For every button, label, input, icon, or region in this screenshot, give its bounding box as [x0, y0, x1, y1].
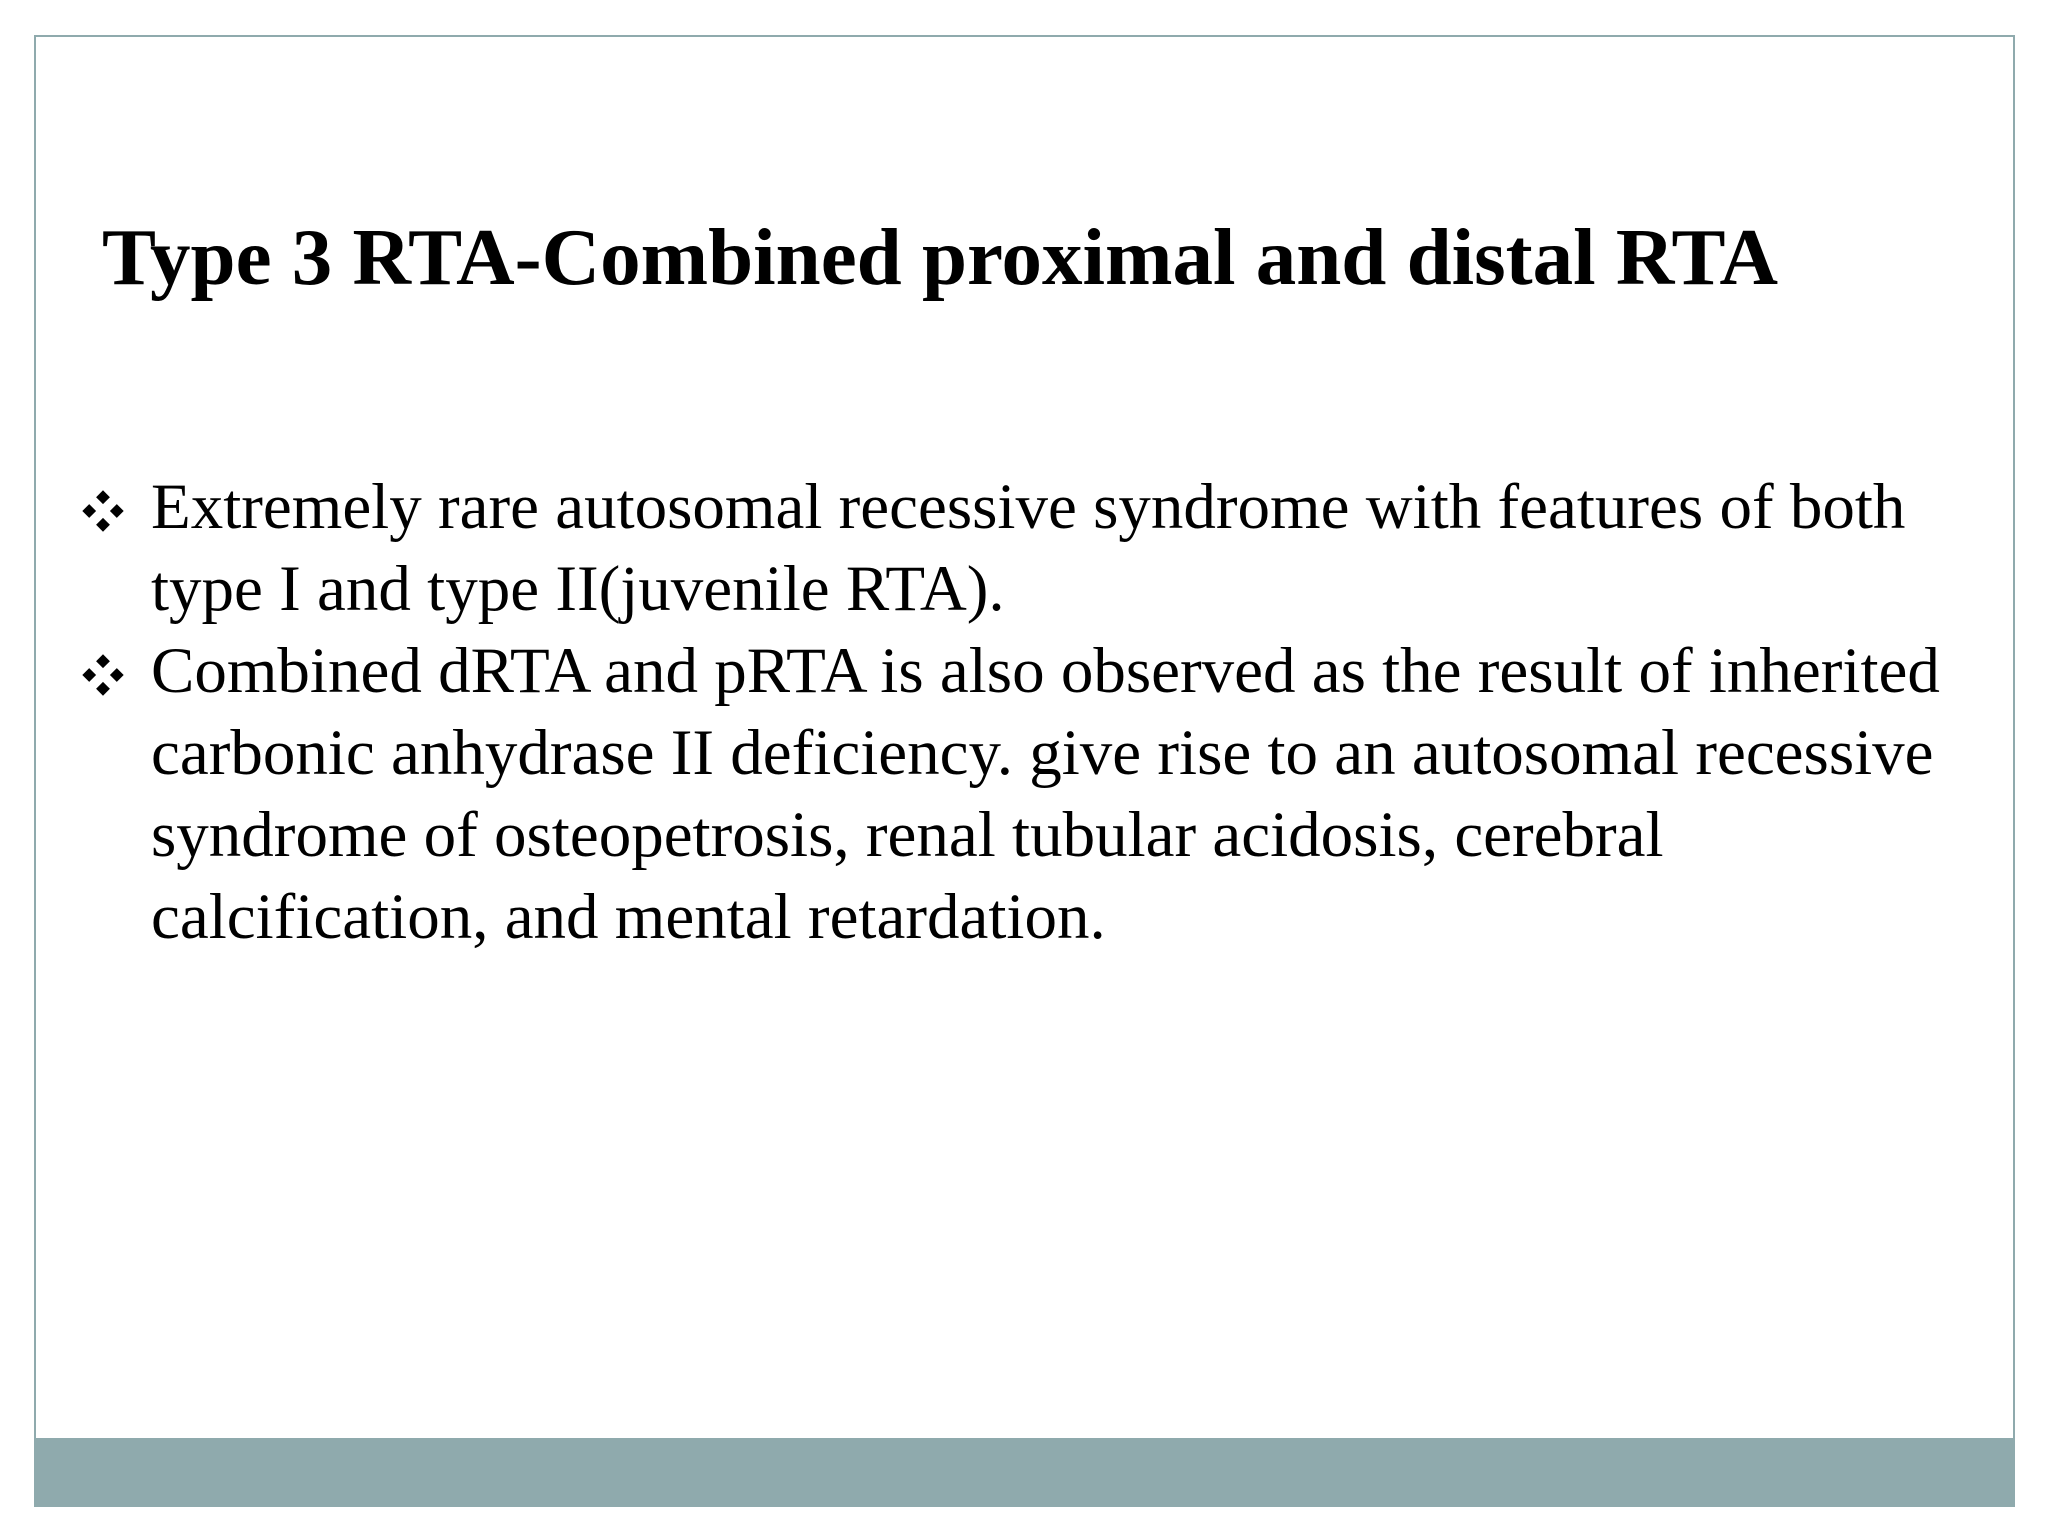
- footer-bar: [34, 1438, 2015, 1507]
- bullet-item: [80, 630, 1980, 958]
- bullet-item: [80, 466, 1980, 630]
- bullet-list: [80, 466, 1980, 958]
- bullet-text: Extremely rare autosomal recessive syndrome with features of both type I and type II(juvenile RTA).: [151, 471, 1906, 625]
- slide-title: Type 3 RTA-Combined proximal and distal RTA: [102, 212, 1779, 302]
- four-diamond-bullet-icon: [80, 652, 126, 698]
- four-diamond-bullet-icon: [80, 488, 126, 534]
- bullet-text: Combined dRTA and pRTA is also observed as the result of inherited carbonic anhydrase II deficiency. give rise to an autosomal recessive syndrome of osteopetrosis, renal tubular acidosis, cerebral calcification, and mental retardation.: [151, 635, 1940, 953]
